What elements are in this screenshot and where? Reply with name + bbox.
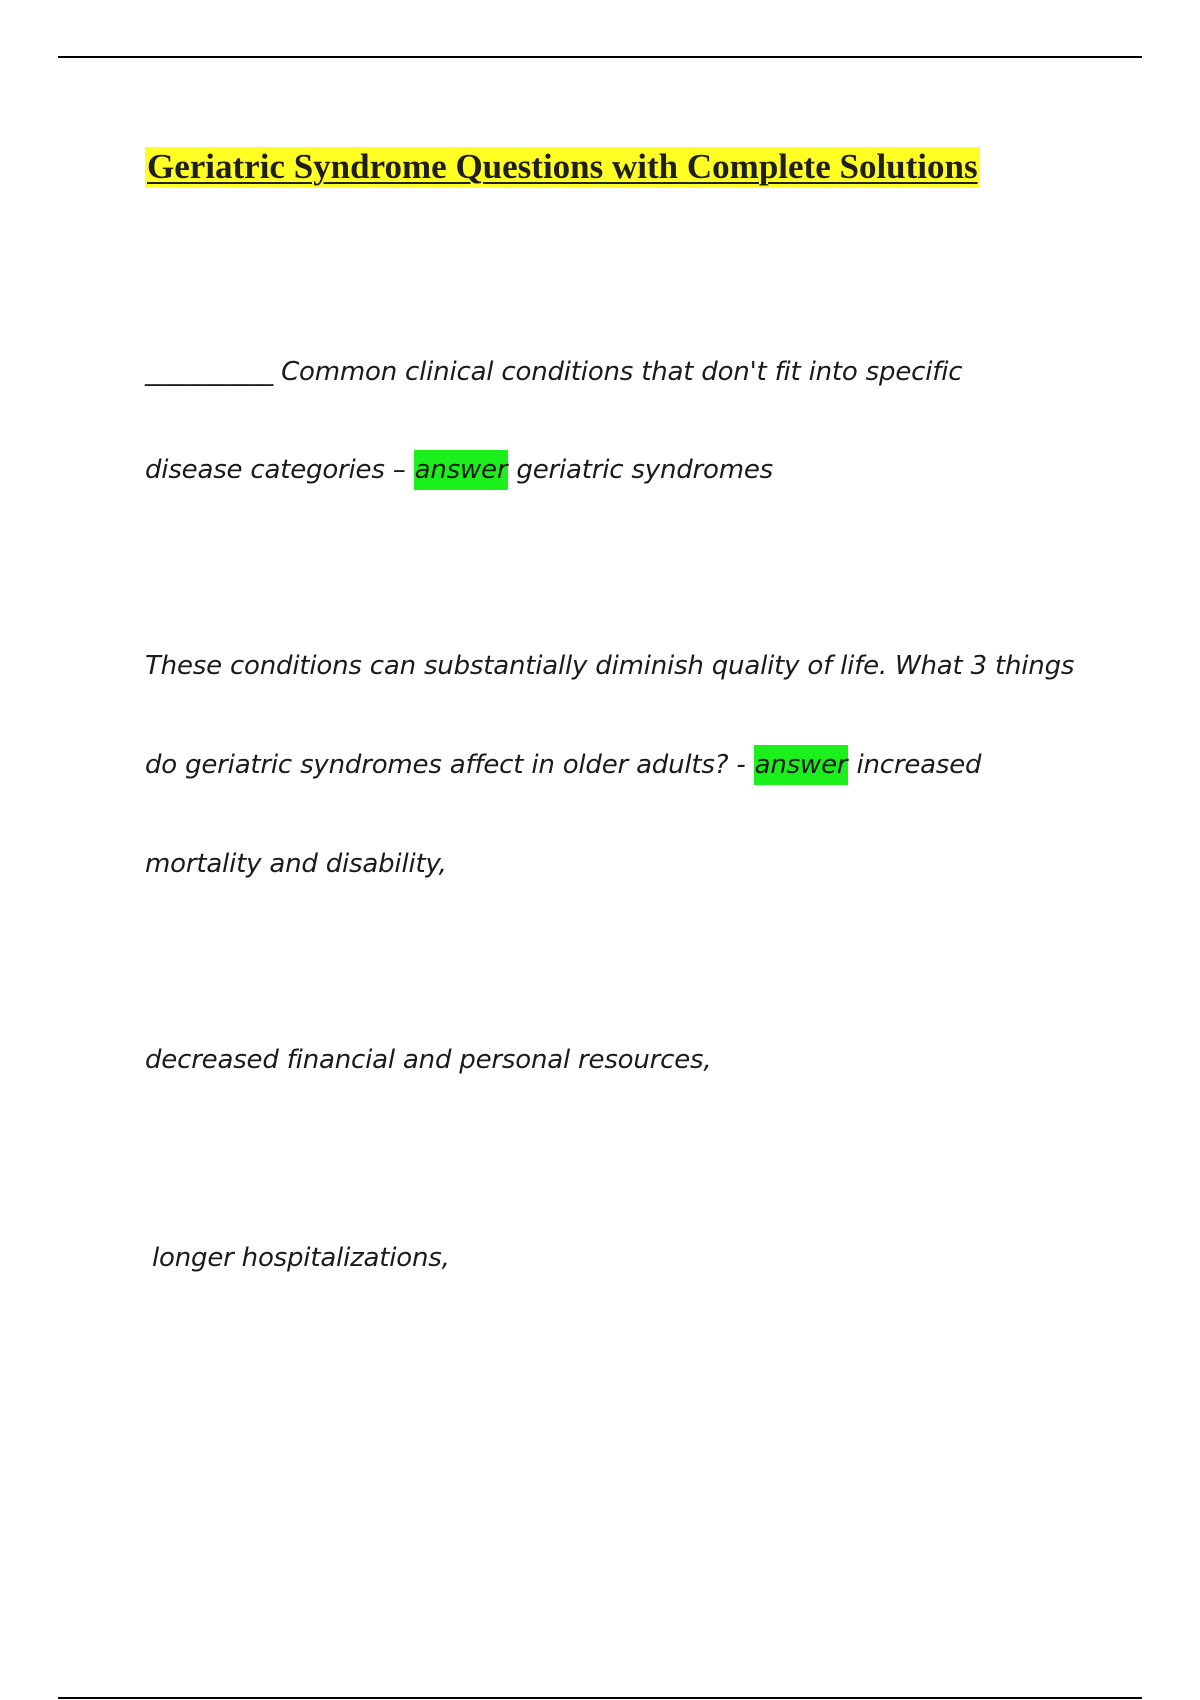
q2-answer-line-3: mortality and disability, [145,849,447,879]
bottom-rule [58,1697,1142,1699]
q1-line-1: __________ Common clinical conditions that don't fit into specific [145,357,963,387]
answer-highlight: answer [754,745,849,785]
q1-line-2 [145,450,773,490]
q2-question-end: do geriatric syndromes affect in older adults? - [145,750,754,780]
title-highlight: Geriatric Syndrome Questions with Complete Solutions [147,147,978,186]
q1-answer-text: geriatric syndromes [508,455,774,485]
q2-line-2 [145,745,981,785]
q2-answer-line-5: longer hospitalizations, [152,1243,450,1273]
document-title [145,146,980,188]
q2-answer-text: increased [848,750,982,780]
top-rule [58,56,1142,58]
q2-line-1: These conditions can substantially diminish quality of life. What 3 things [145,651,1075,681]
q1-question-end: disease categories – [145,455,414,485]
q2-answer-line-4: decreased financial and personal resources, [145,1045,712,1075]
answer-highlight: answer [414,450,509,490]
